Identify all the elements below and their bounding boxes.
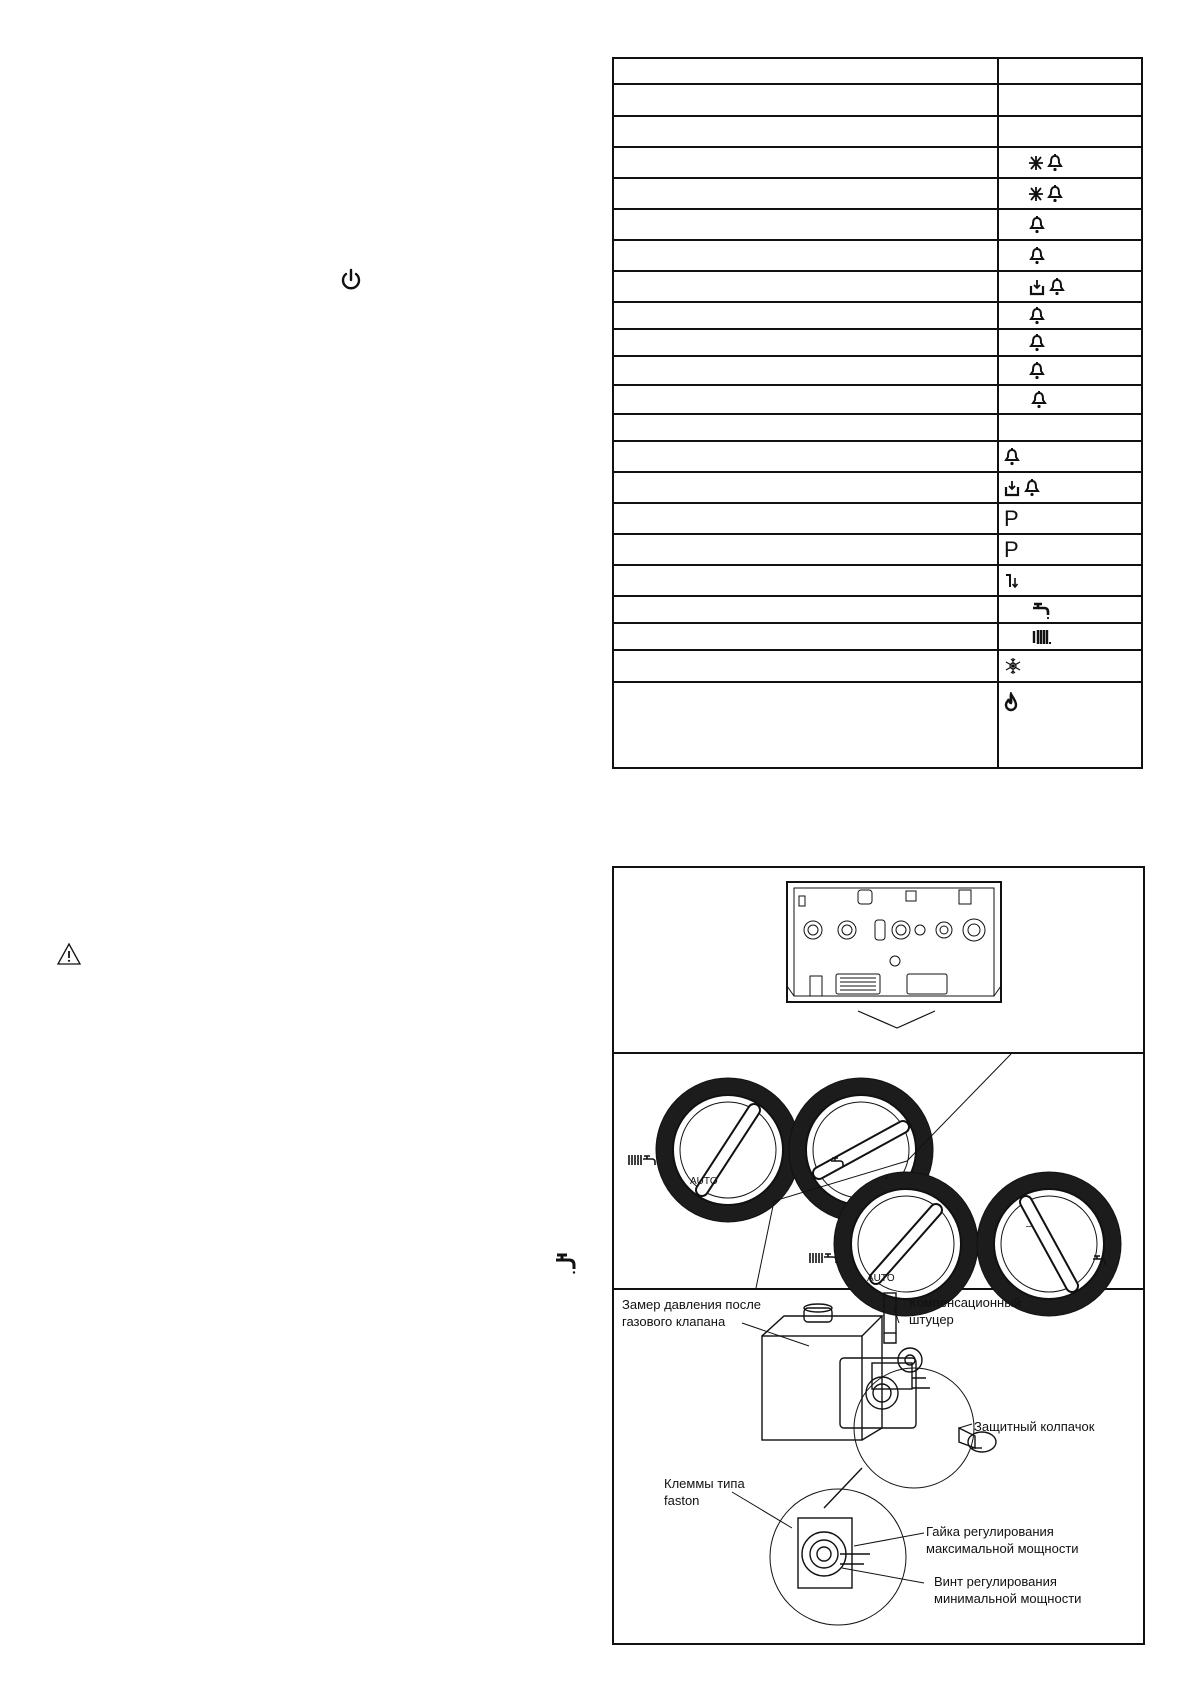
table-icon-cell: [999, 272, 1141, 301]
warning-triangle-icon: [56, 942, 82, 966]
table-row: [614, 624, 1141, 651]
knob-plus-label: +: [884, 1173, 890, 1184]
callout-faston-terminals: Клеммы типа faston: [664, 1476, 745, 1508]
table-row: [614, 442, 1141, 473]
table-row: [614, 210, 1141, 241]
bell-icon: [1047, 153, 1063, 173]
hot-water-tap-icon: [553, 1251, 581, 1275]
table-icon-cell: [999, 386, 1141, 413]
table-row: [614, 241, 1141, 272]
table-icon-cell: [999, 651, 1141, 681]
callout-min-power-screw: Винт регулирования минимальной мощности: [934, 1574, 1082, 1606]
table-row: [614, 535, 1141, 566]
table-icon-cell: [999, 415, 1141, 440]
table-row: [614, 117, 1141, 148]
pressure-p-label: P: [1004, 505, 1019, 531]
error-code-table: [612, 57, 1143, 769]
callout-protective-cap: Защитный колпачок: [974, 1419, 1095, 1434]
table-row: [614, 148, 1141, 179]
table-icon-cell: [999, 357, 1141, 384]
callout-pressure-after-valve: Замер давления после газового клапана: [622, 1297, 762, 1329]
bell-icon: [1024, 478, 1040, 498]
callout-max-power-nut: Гайка регулирования максимальной мощности: [926, 1524, 1079, 1556]
water-fill-icon: [1029, 277, 1045, 297]
bell-icon: [1031, 390, 1047, 410]
bell-icon: [1029, 306, 1045, 326]
fan-crossed-icon: [1027, 153, 1045, 173]
knob-minus-label: –: [1026, 1221, 1032, 1232]
callout-compensation-fitting: Компенсационный штуцер: [909, 1295, 1021, 1327]
knob-auto-label: AUTO: [690, 1176, 718, 1187]
table-row: [614, 651, 1141, 683]
bell-icon: [1004, 447, 1020, 467]
table-row: [614, 179, 1141, 210]
flame-icon: [1004, 692, 1018, 712]
bell-icon: [1029, 246, 1045, 266]
snowflake-icon: [1004, 656, 1022, 676]
bell-icon: [1029, 333, 1045, 353]
table-icon-cell: [999, 179, 1141, 208]
table-row: [614, 504, 1141, 535]
table-icon-cell: [999, 535, 1141, 564]
table-row: [614, 683, 1141, 720]
table-row: [614, 330, 1141, 357]
table-row: [614, 303, 1141, 330]
table-row: [614, 357, 1141, 386]
table-icon-cell: [999, 566, 1141, 595]
table-icon-cell: [999, 303, 1141, 328]
table-icon-cell: [999, 473, 1141, 502]
table-row: [614, 59, 1141, 85]
table-row: [614, 566, 1141, 597]
hot-water-tap-icon: [1031, 600, 1053, 620]
bell-icon: [1029, 361, 1045, 381]
table-icon-cell: [999, 683, 1141, 720]
boiler-bottom-view: [787, 882, 1001, 1028]
bell-icon: [1047, 184, 1063, 204]
table-icon-cell: [999, 59, 1141, 83]
table-icon-cell: [999, 117, 1141, 146]
table-icon-cell: [999, 241, 1141, 270]
table-icon-cell: [999, 148, 1141, 177]
table-icon-cell: [999, 442, 1141, 471]
table-row: [614, 272, 1141, 303]
table-row: [614, 386, 1141, 415]
pressure-p-label: P: [1004, 536, 1019, 562]
table-icon-cell: [999, 210, 1141, 239]
table-icon-cell: [999, 330, 1141, 355]
knob-auto-label-2: AUTO: [867, 1273, 895, 1284]
water-fill-icon: [1004, 478, 1020, 498]
table-icon-cell: [999, 504, 1141, 533]
table-icon-cell: [999, 624, 1141, 649]
table-row: [614, 597, 1141, 624]
bell-icon: [1049, 277, 1065, 297]
flue-sensor-icon: [1004, 571, 1020, 591]
bell-icon: [1029, 215, 1045, 235]
radiator-icon: [1031, 627, 1053, 647]
power-icon: [340, 268, 362, 292]
boiler-figure: [612, 866, 1145, 1645]
fan-crossed-icon: [1027, 184, 1045, 204]
table-row: [614, 415, 1141, 442]
table-icon-cell: [999, 85, 1141, 115]
table-icon-cell: [999, 597, 1141, 622]
table-row: [614, 85, 1141, 117]
table-row: [614, 473, 1141, 504]
